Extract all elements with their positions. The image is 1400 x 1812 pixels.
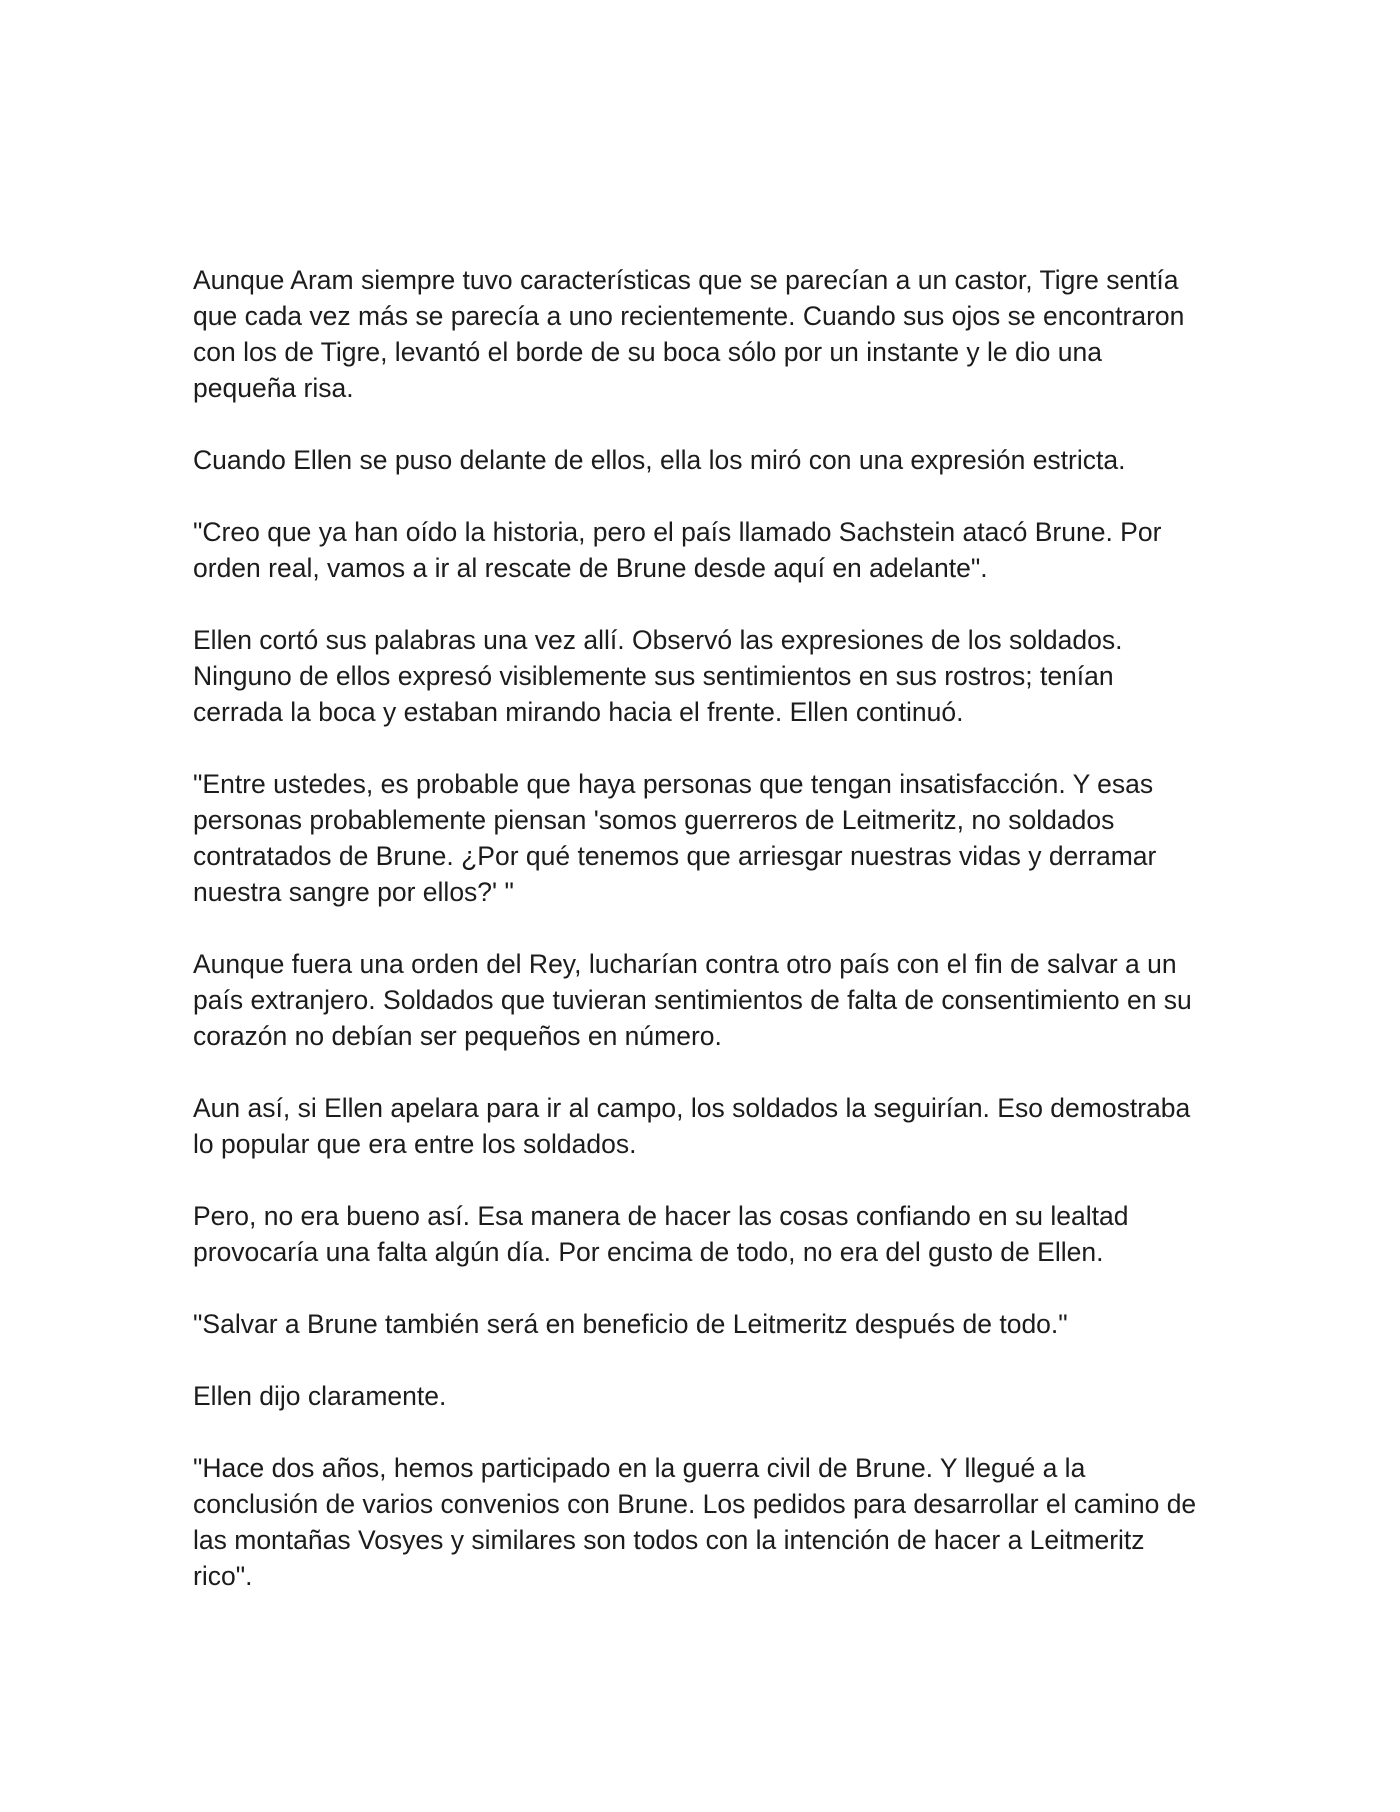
paragraph-7: Aun así, si Ellen apelara para ir al campo, los soldados la seguirían. Eso demostraba lo popular que era entre los soldados. — [193, 1093, 1191, 1159]
paragraph-4: Ellen cortó sus palabras una vez allí. Observó las expresiones de los soldados. Ninguno de ellos expresó visiblemente sus sentimientos en sus rostros; tenían cerrada la boca y estaban mirando hacia el frente. Ellen continuó. — [193, 625, 1123, 727]
paragraph-8: Pero, no era bueno así. Esa manera de hacer las cosas confiando en su lealtad provocaría una falta algún día. Por encima de todo, no era del gusto de Ellen. — [193, 1201, 1129, 1267]
document-body — [193, 262, 1203, 1630]
paragraph-1: Aunque Aram siempre tuvo características que se parecían a un castor, Tigre sentía que cada vez más se parecía a uno recientemente. Cuando sus ojos se encontraron con los de Tigre, levantó el borde de su boca sólo por un instante y le dio una pequeña risa. — [193, 265, 1185, 403]
paragraph-3: "Creo que ya han oído la historia, pero el país llamado Sachstein atacó Brune. Por orden real, vamos a ir al rescate de Brune desde aquí en adelante". — [193, 517, 1162, 583]
paragraph-9: "Salvar a Brune también será en beneficio de Leitmeritz después de todo." — [193, 1309, 1068, 1339]
paragraph-5: "Entre ustedes, es probable que haya personas que tengan insatisfacción. Y esas personas probablemente piensan 'somos guerreros de Leitmeritz, no soldados contratados de Brune. ¿Por qué tenemos que arriesgar nuestras vidas y derramar nuestra sangre por ellos?' " — [193, 769, 1157, 907]
paragraph-2: Cuando Ellen se puso delante de ellos, ella los miró con una expresión estricta. — [193, 445, 1126, 475]
paragraph-6: Aunque fuera una orden del Rey, lucharían contra otro país con el fin de salvar a un país extranjero. Soldados que tuvieran sentimientos de falta de consentimiento en su corazón no debían ser pequeños en número. — [193, 949, 1192, 1051]
paragraph-10: Ellen dijo claramente. — [193, 1381, 447, 1411]
paragraph-11: "Hace dos años, hemos participado en la guerra civil de Brune. Y llegué a la conclusión de varios convenios con Brune. Los pedidos para desarrollar el camino de las montañas Vosyes y similares son todos con la intención de hacer a Leitmeritz rico". — [193, 1453, 1197, 1591]
